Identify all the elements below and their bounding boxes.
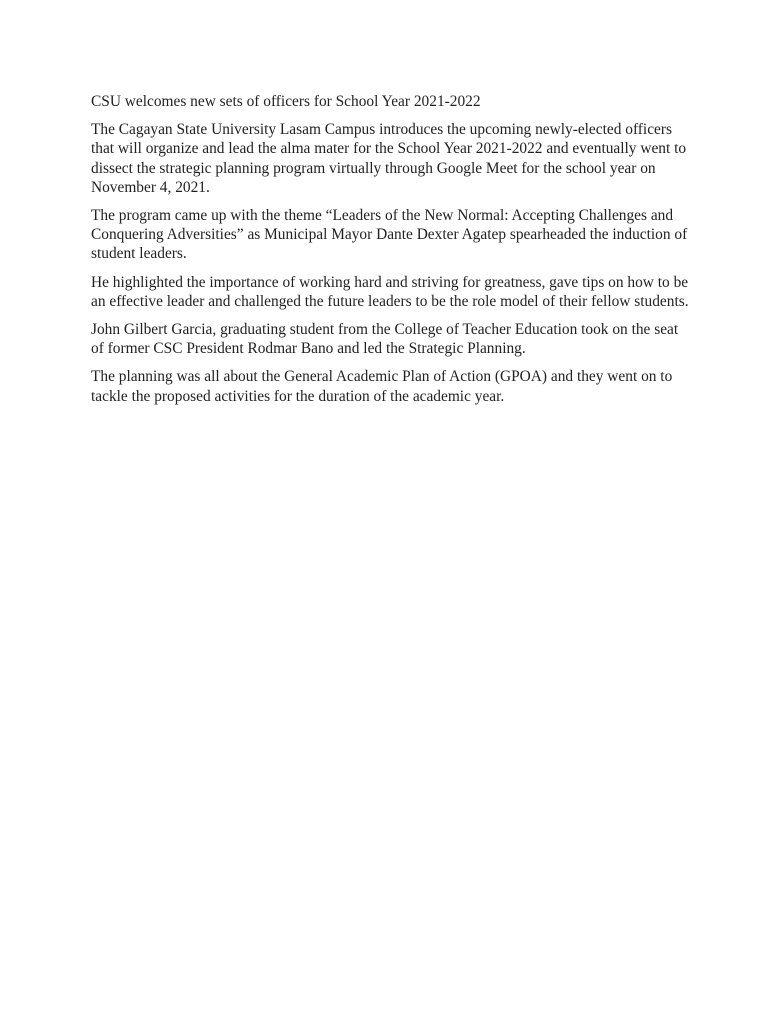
article-paragraph: The program came up with the theme “Leaders of the New Normal: Accepting Challenges and Conquering Adversities” as Municipal Mayor Dante Dexter Agatep spearheaded the induction of student leaders. bbox=[91, 207, 688, 263]
article-paragraph: The Cagayan State University Lasam Campus introduces the upcoming newly-elected officers that will organize and lead the alma mater for the School Year 2021-2022 and eventually went to dissect the strategic planning program virtually through Google Meet for the school year on November 4, 2021. bbox=[91, 121, 687, 196]
article-paragraph: He highlighted the importance of working hard and striving for greatness, gave tips on how to be an effective leader and challenged the future leaders to be the role model of their fellow students. bbox=[91, 273, 689, 310]
article-body bbox=[91, 92, 691, 415]
article-paragraph: The planning was all about the General Academic Plan of Action (GPOA) and they went on to tackle the proposed activities for the duration of the academic year. bbox=[91, 368, 673, 405]
article-paragraph: John Gilbert Garcia, graduating student from the College of Teacher Education took on the seat of former CSC President Rodmar Bano and led the Strategic Planning. bbox=[91, 321, 679, 358]
article-title: CSU welcomes new sets of officers for School Year 2021-2022 bbox=[91, 93, 481, 110]
